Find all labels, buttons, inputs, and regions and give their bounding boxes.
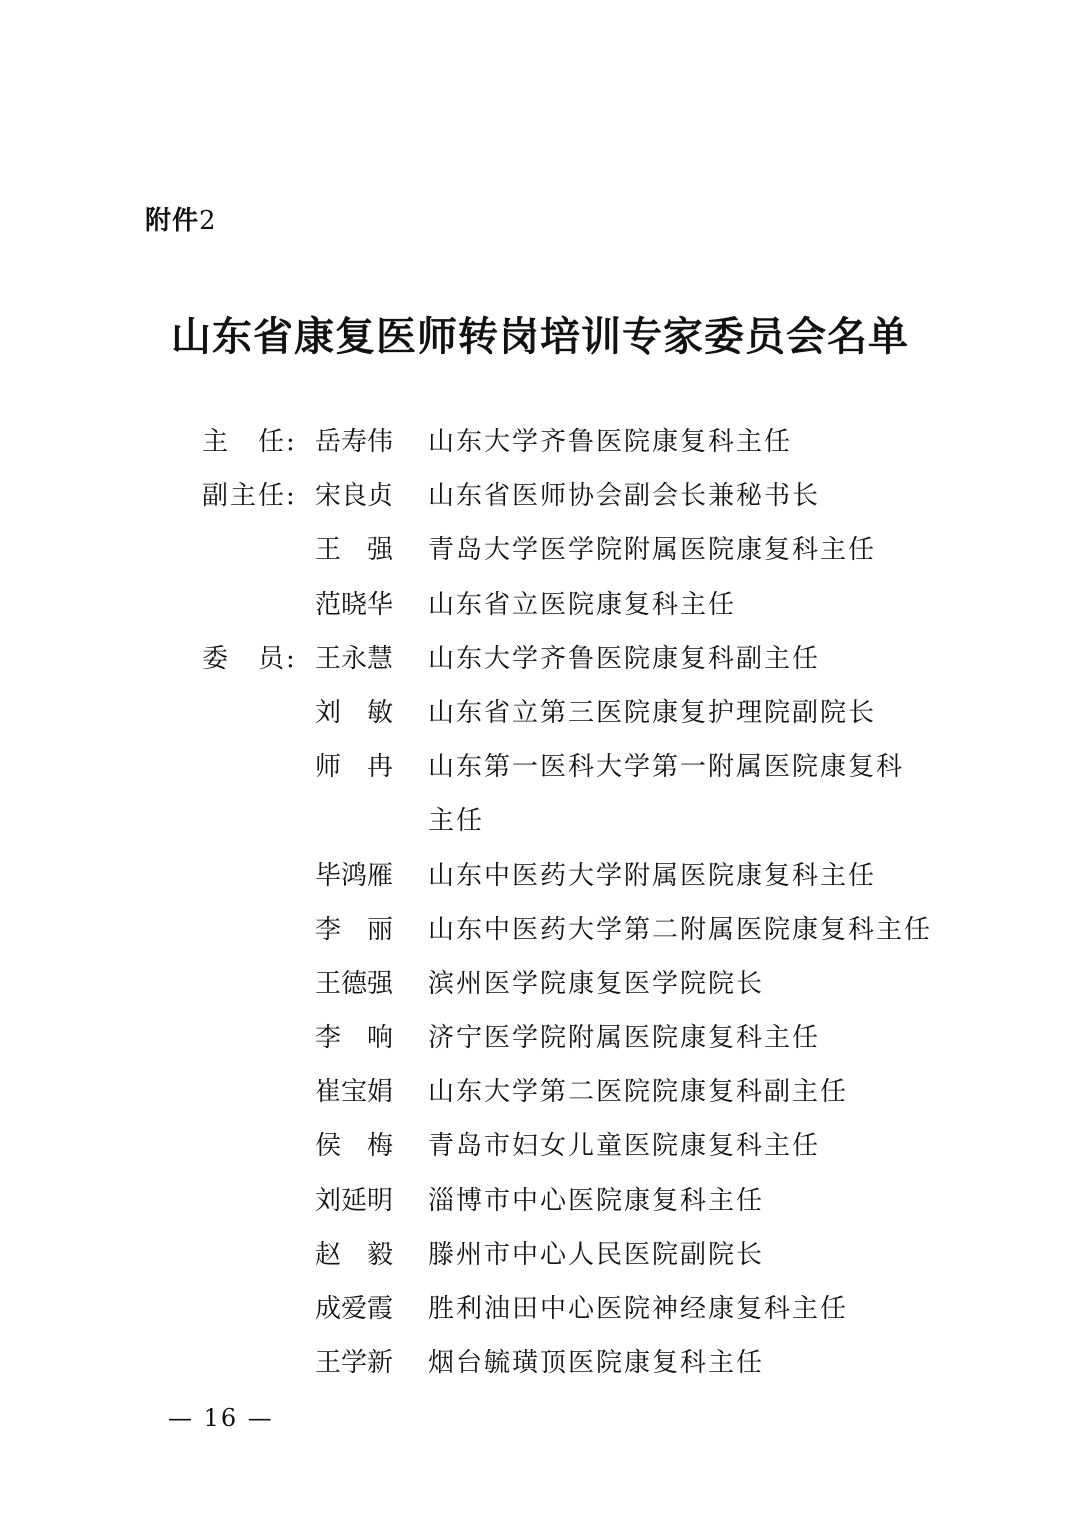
roster-organization: 山东中医药大学第二附属医院康复科主任 [428,914,933,945]
roster-organization: 滨州医学院康复医学院院长 [428,968,765,999]
roster-name: 赵 毅 [315,1239,394,1270]
roster-organization: 烟台毓璜顶医院康复科主任 [428,1348,765,1379]
roster-name: 崔宝娟 [315,1077,394,1108]
roster-name: 刘 敏 [315,697,394,728]
roster-organization: 山东第一医科大学第一附属医院康复科 [428,752,905,783]
roster-row [0,1011,1080,1065]
roster-row [0,632,1080,686]
roster-row [0,469,1080,523]
attachment-number: 2 [199,206,217,236]
roster-name: 李 丽 [315,914,394,945]
roster-row [0,686,1080,740]
roster-row [0,1119,1080,1173]
roster-organization: 青岛市妇女儿童医院康复科主任 [428,1131,821,1162]
roster-organization: 滕州市中心人民医院副院长 [428,1239,765,1270]
roster-row [0,957,1080,1011]
roster-name: 刘延明 [315,1185,394,1216]
roster-name: 王学新 [315,1348,394,1379]
roster-organization: 山东省立第三医院康复护理院副院长 [428,697,877,728]
roster-row [0,1336,1080,1390]
roster-row [0,1282,1080,1336]
roster-name: 宋良贞 [315,481,394,512]
roster-name: 王德强 [315,968,394,999]
roster-organization: 淄博市中心医院康复科主任 [428,1185,765,1216]
roster-organization: 山东大学齐鲁医院康复科副主任 [428,643,821,674]
roster-name: 毕鸿雁 [315,860,394,891]
roster-name: 王 强 [315,535,394,566]
roster-row [0,849,1080,903]
roster-organization: 主任 [428,806,485,837]
roster-row [0,740,1080,794]
roster-organization: 济宁医学院附属医院康复科主任 [428,1023,821,1054]
roster-organization: 山东大学第二医院院康复科副主任 [428,1077,849,1108]
page-number: — 16 — [168,1404,274,1432]
roster-organization: 山东省医师协会副会长兼秘书长 [428,481,821,512]
roster-organization: 山东省立医院康复科主任 [428,589,737,620]
page-title: 山东省康复医师转岗培训专家委员会名单 [171,313,909,360]
roster-organization: 山东中医药大学附属医院康复科主任 [428,860,877,891]
roster-row [0,1174,1080,1228]
roster-organization: 青岛大学医学院附属医院康复科主任 [428,535,877,566]
roster-organization: 胜利油田中心医院神经康复科主任 [428,1294,849,1324]
roster-name: 范晓华 [315,589,394,620]
roster-name: 李 响 [315,1023,394,1054]
roster-name: 成爱霞 [315,1294,394,1324]
roster-row [0,578,1080,632]
attachment-label-text: 附件 [145,206,200,236]
roster-list [0,415,1080,1390]
roster-role: 委 员: [202,643,297,674]
roster-row [0,794,1080,848]
roster-name: 王永慧 [315,643,394,674]
roster-name: 岳寿伟 [315,427,394,457]
roster-row [0,903,1080,957]
roster-role: 主 任: [202,427,297,457]
roster-name: 师 冉 [315,752,394,783]
attachment-label [145,200,217,237]
roster-name: 侯 梅 [315,1131,394,1162]
roster-organization: 山东大学齐鲁医院康复科主任 [428,427,793,457]
roster-role: 副主任: [202,481,297,512]
roster-row [0,1065,1080,1119]
roster-row [0,1228,1080,1282]
roster-row [0,415,1080,469]
roster-row [0,523,1080,577]
